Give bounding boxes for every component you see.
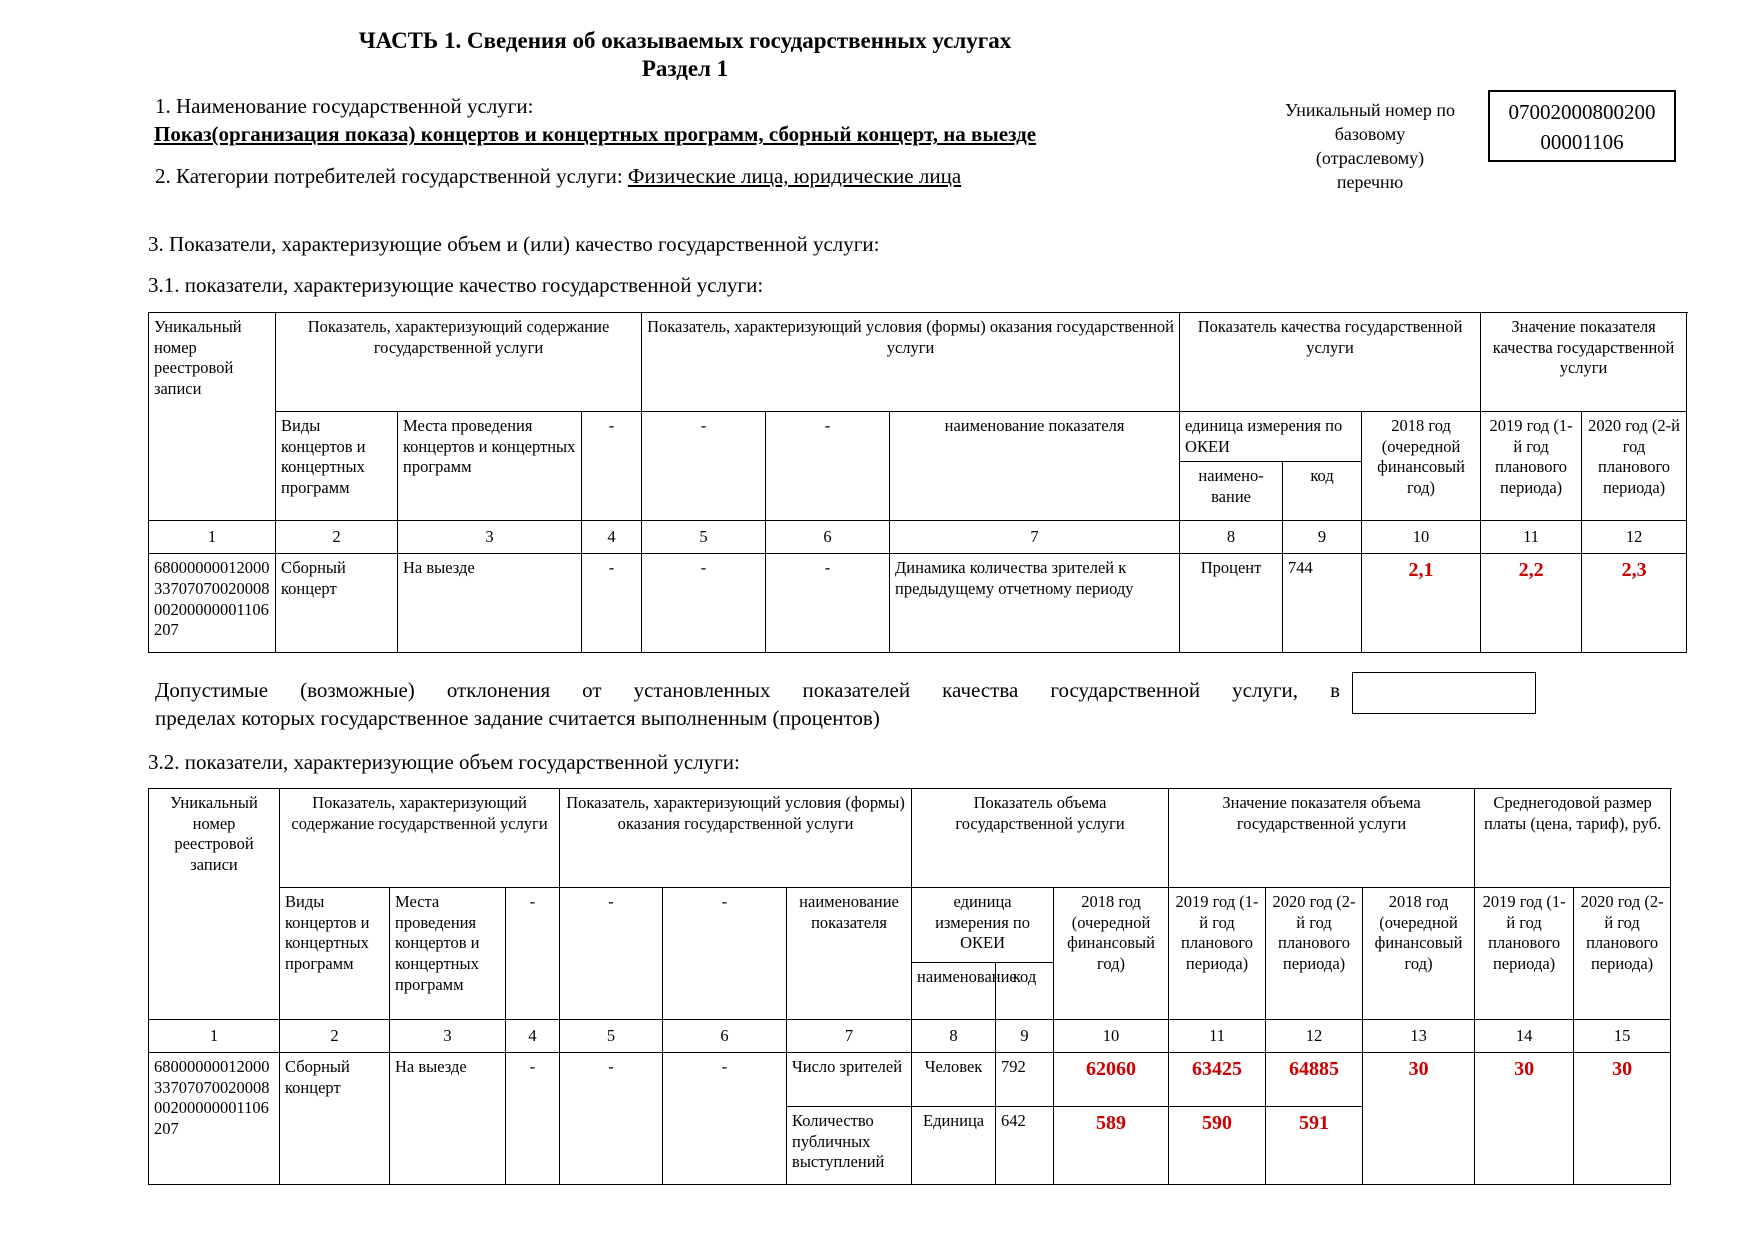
v-h-unit-code: код	[996, 963, 1054, 1020]
deviation-value-field[interactable]	[1352, 672, 1536, 714]
q-h-year1: 2018 год (очередной финансовый год)	[1362, 412, 1481, 521]
quality-heading: 3.1. показатели, характеризующие качество государственной услуги:	[148, 273, 764, 297]
consumer-category-value: Физические лица, юридические лица	[627, 164, 962, 188]
v-h-year2: 2019 год (1-й год планового периода)	[1169, 888, 1266, 1020]
volume-heading: 3.2. показатели, характеризующие объем государственной услуги:	[148, 750, 740, 774]
unique-label-line-1: Уникальный номер по	[1285, 100, 1455, 120]
q-h-content: Показатель, характеризующий содержание государственной услуги	[276, 313, 642, 412]
consumer-category-label: 2. Категории потребителей государственной услуги:	[155, 164, 623, 188]
part-title: ЧАСТЬ 1. Сведения об оказываемых государственных услугах	[358, 28, 1012, 53]
q-unique-number: 680000000120003370707002000800200000001106207	[149, 554, 276, 653]
v-unique-number: 680000000120003370707002000800200000001106207	[149, 1053, 280, 1185]
q-col-num: 8	[1180, 521, 1283, 554]
q-h-types: Виды концертов и концертных программ	[276, 412, 398, 521]
v-dash-5: -	[560, 1053, 663, 1185]
v-value-2018: 589	[1054, 1107, 1169, 1185]
v-col-num: 3	[390, 1020, 506, 1053]
v-col-num: 4	[506, 1020, 560, 1053]
v-value-2020: 591	[1266, 1107, 1363, 1185]
q-h-unit: единица измерения по ОКЕИ	[1180, 412, 1362, 462]
q-col-num: 5	[642, 521, 766, 554]
table-row	[149, 554, 1687, 653]
v-dash-4: -	[506, 1053, 560, 1185]
v-h-dash-5: -	[560, 888, 663, 1020]
q-col-num: 1	[149, 521, 276, 554]
v-col-num: 13	[1363, 1020, 1475, 1053]
q-h-unit-name: наимено-вание	[1180, 462, 1283, 521]
v-h-price: Среднегодовой размер платы (цена, тариф), руб.	[1475, 789, 1671, 888]
v-h-types: Виды концертов и концертных программ	[280, 888, 390, 1020]
v-h-volume: Показатель объема государственной услуги	[912, 789, 1169, 888]
v-indicator-name: Количество публичных выступлений	[787, 1107, 912, 1185]
unique-number-line-1: 07002000800200	[1508, 100, 1656, 124]
v-h-conditions: Показатель, характеризующий условия (формы) оказания государственной услуги	[560, 789, 912, 888]
v-unit-name: Человек	[912, 1053, 996, 1107]
q-h-dash-4: -	[582, 412, 642, 521]
v-col-num: 11	[1169, 1020, 1266, 1053]
v-h-unit: единица измерения по ОКЕИ	[912, 888, 1054, 963]
v-h-price-year3: 2020 год (2-й год планового периода)	[1574, 888, 1671, 1020]
v-price-2020: 30	[1574, 1053, 1671, 1185]
v-unit-name: Единица	[912, 1107, 996, 1185]
q-dash-4: -	[582, 554, 642, 653]
v-h-price-year2: 2019 год (1-й год планового периода)	[1475, 888, 1574, 1020]
q-col-num: 2	[276, 521, 398, 554]
q-concert-type: Сборный концерт	[276, 554, 398, 653]
v-h-price-year1: 2018 год (очередной финансовый год)	[1363, 888, 1475, 1020]
v-price-2019: 30	[1475, 1053, 1574, 1185]
q-h-places: Места проведения концертов и концертных программ	[398, 412, 582, 521]
v-h-content: Показатель, характеризующий содержание государственной услуги	[280, 789, 560, 888]
q-h-unique: Уникальный номер реестровой записи	[149, 313, 276, 521]
table-row	[149, 1053, 1671, 1107]
service-name-label: 1. Наименование государственной услуги:	[155, 94, 534, 118]
q-indicator-name: Динамика количества зрителей к предыдущему отчетному периоду	[890, 554, 1180, 653]
v-col-num: 8	[912, 1020, 996, 1053]
v-col-num: 9	[996, 1020, 1054, 1053]
v-h-dash-6: -	[663, 888, 787, 1020]
v-h-value: Значение показателя объема государственной услуги	[1169, 789, 1475, 888]
v-h-unit-name: наименование	[912, 963, 996, 1020]
q-value-2020: 2,3	[1582, 554, 1687, 653]
unique-number-label	[1255, 98, 1485, 194]
q-h-conditions: Показатель, характеризующий условия (формы) оказания государственной услуги	[642, 313, 1180, 412]
v-value-2020: 64885	[1266, 1053, 1363, 1107]
q-concert-place: На выезде	[398, 554, 582, 653]
q-unit-name: Процент	[1180, 554, 1283, 653]
q-col-num: 7	[890, 521, 1180, 554]
deviation-text-2: пределах которых государственное задание считается выполненным (процентов)	[155, 706, 880, 730]
q-unit-code: 744	[1283, 554, 1362, 653]
q-col-num: 12	[1582, 521, 1687, 554]
q-col-num: 9	[1283, 521, 1362, 554]
indicators-heading: 3. Показатели, характеризующие объем и (или) качество государственной услуги:	[148, 232, 880, 256]
service-name-value: Показ(организация показа) концертов и концертных программ, сборный концерт, на выезде	[154, 122, 1037, 146]
q-h-year2: 2019 год (1-й год планового периода)	[1481, 412, 1582, 521]
q-col-num: 6	[766, 521, 890, 554]
v-price-2018: 30	[1363, 1053, 1475, 1185]
v-unit-code: 642	[996, 1107, 1054, 1185]
unique-label-line-4: перечню	[1336, 172, 1404, 192]
v-col-num: 1	[149, 1020, 280, 1053]
v-concert-type: Сборный концерт	[280, 1053, 390, 1185]
deviation-text-1: Допустимые (возможные) отклонения от установленных показателей качества государственной услуги, в	[155, 678, 1340, 702]
v-col-num: 6	[663, 1020, 787, 1053]
consumer-category	[155, 164, 1148, 189]
q-h-dash-6: -	[766, 412, 890, 521]
unique-label-line-2: базовому	[1334, 124, 1406, 144]
q-h-value: Значение показателя качества государственной услуги	[1481, 313, 1687, 412]
q-h-year3: 2020 год (2-й год планового периода)	[1582, 412, 1687, 521]
q-dash-5: -	[642, 554, 766, 653]
unique-number-line-2: 00001106	[1540, 130, 1624, 154]
v-h-year3: 2020 год (2-й год планового периода)	[1266, 888, 1363, 1020]
v-col-num: 2	[280, 1020, 390, 1053]
q-col-num: 3	[398, 521, 582, 554]
q-value-2019: 2,2	[1481, 554, 1582, 653]
v-h-places: Места проведения концертов и концертных программ	[390, 888, 506, 1020]
quality-table	[148, 312, 1687, 653]
v-unit-code: 792	[996, 1053, 1054, 1107]
v-concert-place: На выезде	[390, 1053, 506, 1185]
v-col-num: 10	[1054, 1020, 1169, 1053]
volume-table	[148, 788, 1671, 1185]
v-indicator-name: Число зрителей	[787, 1053, 912, 1107]
q-dash-6: -	[766, 554, 890, 653]
v-value-2019: 63425	[1169, 1053, 1266, 1107]
v-col-num: 15	[1574, 1020, 1671, 1053]
q-col-num: 4	[582, 521, 642, 554]
section-title: Раздел 1	[641, 56, 729, 81]
q-h-dash-5: -	[642, 412, 766, 521]
q-col-num: 10	[1362, 521, 1481, 554]
q-value-2018: 2,1	[1362, 554, 1481, 653]
v-value-2018: 62060	[1054, 1053, 1169, 1107]
q-col-num: 11	[1481, 521, 1582, 554]
v-h-indicator-name: наименование показателя	[787, 888, 912, 1020]
v-col-num: 7	[787, 1020, 912, 1053]
v-col-num: 14	[1475, 1020, 1574, 1053]
v-h-unique: Уникальный номер реестровой записи	[149, 789, 280, 1020]
v-h-dash-4: -	[506, 888, 560, 1020]
v-value-2019: 590	[1169, 1107, 1266, 1185]
unique-number-box	[1488, 90, 1676, 162]
q-h-indicator-name: наименование показателя	[890, 412, 1180, 521]
q-h-unit-code: код	[1283, 462, 1362, 521]
v-dash-6: -	[663, 1053, 787, 1185]
unique-label-line-3: (отраслевому)	[1315, 148, 1425, 168]
q-h-quality: Показатель качества государственной услуги	[1180, 313, 1481, 412]
v-col-num: 5	[560, 1020, 663, 1053]
v-col-num: 12	[1266, 1020, 1363, 1053]
v-h-year1: 2018 год (очередной финансовый год)	[1054, 888, 1169, 1020]
